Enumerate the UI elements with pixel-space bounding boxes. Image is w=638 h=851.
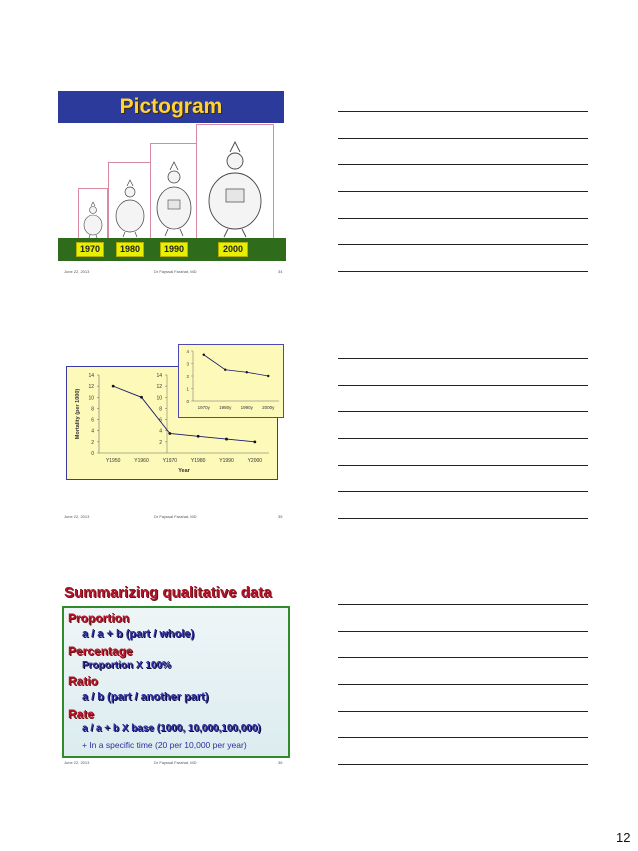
data-point [203,354,205,356]
series-line [204,355,269,376]
x-tick-label: Y1990 [219,458,234,464]
footer-date: June 22, 2013 [64,269,90,274]
note-line [338,764,588,765]
x-tick-label: Y1970 [162,458,178,464]
note-line [338,737,588,738]
pictogram-frame-1980 [108,162,152,240]
y-tick-label: 3 [186,361,189,367]
inset-chart-panel [178,344,284,418]
x-tick-label: Y1960 [134,458,149,464]
y-tick-label: 14 [88,373,94,379]
y-tick-label: 10 [88,395,94,402]
footer-date: June 22, 2013 [64,514,90,519]
note-line [338,191,588,192]
pictogram-frame-2000 [196,124,274,240]
footer-slide-number: 36 [278,760,283,765]
percentage-definition: Proportion X 100% [82,660,171,671]
overlay-y-tick-label: 2 [159,439,162,446]
overlay-y-tick-label: 14 [156,373,162,379]
y-tick-label: 6 [91,417,94,424]
note-line [338,111,588,112]
overlay-y-tick-label: 6 [159,417,162,424]
note-line [338,711,588,712]
year-label-1970: 1970 [76,242,104,257]
overlay-y-tick-label: 4 [159,428,162,435]
footer-date: June 22, 2013 [64,760,90,765]
year-label-2000: 2000 [218,242,248,257]
data-point [197,435,200,438]
ratio-label: Ratio [68,674,98,688]
note-line [338,411,588,412]
slide-footer [58,514,286,522]
note-line [338,164,588,165]
data-point [168,432,171,435]
overlay-y-tick-label: 8 [159,406,162,413]
chicken-icon [79,189,107,239]
slide-title: Pictogram [58,91,284,123]
y-tick-label: 2 [91,439,94,446]
note-line [338,138,588,139]
note-line [338,438,588,439]
data-point [225,438,228,441]
chicken-icon [109,163,151,239]
y-tick-label: 4 [91,428,94,435]
rate-definition: a / a + b X base (1000, 10,000,100,000) [82,723,261,734]
x-tick-label: 1980y [219,405,232,410]
slide-footer [58,760,286,768]
x-tick-label: 1970y [197,405,210,410]
x-axis-title: Year [178,468,190,474]
percentage-label: Percentage [68,644,133,658]
note-line [338,244,588,245]
definitions-box [62,606,290,758]
y-axis-title: Mortality (per 1000) [75,388,81,440]
pictogram-frame-1990 [150,143,198,240]
x-tick-label: Y1980 [190,458,206,464]
data-point [140,396,143,399]
y-tick-label: 8 [91,406,94,413]
data-point [112,385,115,388]
note-line [338,604,588,605]
x-tick-label: Y1950 [105,458,121,464]
data-point [246,371,248,373]
footer-author: Dr Fayssal Farahat, MD [154,269,197,274]
page-number: 12 [616,830,631,845]
x-tick-label: 2000y [262,405,275,410]
footer-slide-number: 34 [278,269,283,274]
y-tick-label: 4 [186,349,189,354]
slide-pictogram [58,91,286,277]
note-line [338,465,588,466]
y-tick-label: 0 [186,399,189,404]
y-tick-label: 12 [88,384,94,391]
overlay-y-tick-label: 12 [156,384,162,391]
x-tick-label: 1990y [240,405,253,410]
note-line [338,271,588,272]
data-point [224,369,226,371]
proportion-label: Proportion [68,611,130,625]
note-line [338,657,588,658]
ratio-definition: a / b (part / another part) [82,691,209,703]
y-tick-label: 2 [186,374,189,379]
x-tick-label: Y2000 [247,458,263,464]
note-line [338,385,588,386]
year-label-1990: 1990 [160,242,188,257]
note-line [338,358,588,359]
y-tick-label: 1 [186,386,189,392]
inset-line-chart [179,345,283,417]
footer-author: Dr Fayssal Farahat, MD [154,760,197,765]
slide-mortality-chart [58,344,286,524]
pictogram-frame-1970 [78,188,108,240]
proportion-definition: a / a + b (part / whole) [82,628,195,640]
note-line [338,684,588,685]
footer-author: Dr Fayssal Farahat, MD [154,514,197,519]
note-line [338,218,588,219]
data-point [267,375,269,377]
slide-summarizing-qualitative-data [58,580,286,770]
note-line [338,491,588,492]
y-tick-label: 0 [91,451,94,457]
year-label-1980: 1980 [116,242,144,257]
rate-note: + In a specific time (20 per 10,000 per year) [82,740,247,750]
overlay-y-tick-label: 10 [156,395,162,402]
slide-title: Summarizing qualitative data [64,584,272,601]
footer-slide-number: 35 [278,514,283,519]
data-point [253,440,256,443]
rate-label: Rate [68,707,95,721]
note-line [338,631,588,632]
chicken-icon [197,125,273,239]
slide-footer [58,269,286,277]
note-line [338,518,588,519]
chicken-icon [151,144,197,239]
